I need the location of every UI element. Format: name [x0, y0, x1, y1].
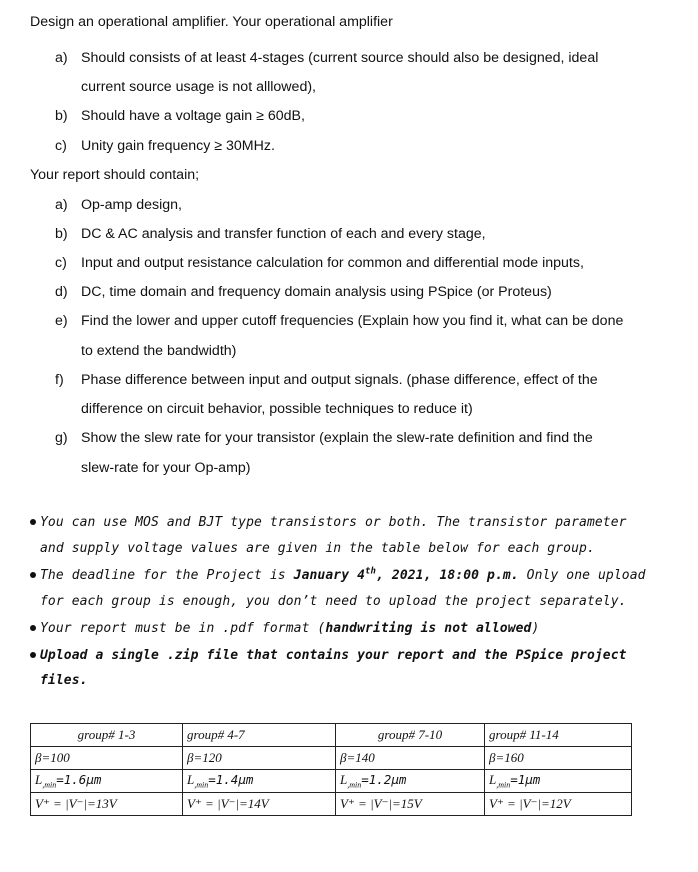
requirement-a-text: Should consists of at least 4-stages (current source should also be designed, ideal: [81, 50, 599, 66]
report-item-e: [55, 312, 623, 330]
report-item-a: [55, 196, 182, 214]
requirement-a-cont: current source usage is not alllowed),: [81, 79, 317, 95]
report-item-b: [55, 225, 486, 243]
report-item-b-text: DC & AC analysis and transfer function of each and every stage,: [81, 226, 486, 242]
bullet-2: [30, 572, 36, 578]
report-item-a-text: Op-amp design,: [81, 197, 182, 213]
group-parameters-table: [30, 723, 632, 816]
supply-cell: V⁺ = |V⁻|=12V: [485, 793, 632, 816]
table-row-beta: [31, 747, 632, 770]
report-item-e-label: e): [55, 313, 68, 329]
requirement-b: [55, 107, 305, 125]
note-4-line-1: Upload a single .zip file that contains your report and the PSpice project: [40, 648, 627, 663]
supply-cell: V⁺ = |V⁻|=14V: [183, 793, 336, 816]
requirement-a: [55, 49, 598, 67]
header-group-4-7: group# 4-7: [183, 724, 336, 747]
report-item-g-text: Show the slew rate for your transistor (explain the slew-rate definition and find the: [81, 430, 593, 446]
requirement-c-text: Unity gain frequency ≥ 30MHz.: [81, 138, 275, 154]
bullet-3: [30, 625, 36, 631]
lmin-cell: [485, 770, 632, 793]
lmin-symbol: L: [35, 772, 43, 788]
report-item-f-text: Phase difference between input and output signals. (phase difference, effect of the: [81, 372, 598, 388]
supply-cell: V⁺ = |V⁻|=13V: [31, 793, 183, 816]
report-item-f: [55, 371, 598, 389]
deadline-date-suffix: th: [365, 566, 377, 577]
lmin-symbol: L: [489, 772, 497, 788]
report-item-g-cont: slew-rate for your Op-amp): [81, 460, 251, 476]
note-4-line-2: files.: [40, 673, 88, 688]
note-3-bold: handwriting is not allowed: [325, 621, 532, 636]
lmin-value: =1μm: [510, 772, 541, 788]
header-group-11-14: group# 11-14: [485, 724, 632, 747]
supply-cell: V⁺ = |V⁻|=15V: [336, 793, 485, 816]
deadline-date-main: January 4: [293, 568, 365, 583]
header-group-1-3: group# 1-3: [31, 724, 183, 747]
report-item-b-label: b): [55, 226, 68, 242]
requirement-a-label: a): [55, 50, 68, 66]
table-header-row: [31, 724, 632, 747]
note-2-prefix: The deadline for the Project is: [40, 568, 294, 583]
deadline-date: [294, 568, 519, 583]
lmin-subscript: ,min: [194, 780, 209, 790]
beta-cell: β=120: [183, 747, 336, 770]
requirement-b-text: Should have a voltage gain ≥ 60dB,: [81, 108, 305, 124]
beta-cell: β=140: [336, 747, 485, 770]
lmin-cell: [183, 770, 336, 793]
lmin-cell: [336, 770, 485, 793]
report-item-g: [55, 429, 593, 447]
lmin-value: =1.2μm: [361, 772, 407, 788]
intro-text: Design an operational amplifier. Your operational amplifier: [30, 14, 393, 30]
requirement-c: [55, 137, 275, 155]
report-item-d-text: DC, time domain and frequency domain analysis using PSpice (or Proteus): [81, 284, 552, 300]
note-2-suffix: Only one upload: [518, 568, 646, 583]
beta-cell: β=100: [31, 747, 183, 770]
report-item-d: [55, 283, 552, 301]
report-item-c-label: c): [55, 255, 67, 271]
lmin-value: =1.6μm: [56, 772, 102, 788]
report-item-a-label: a): [55, 197, 68, 213]
lmin-symbol: L: [187, 772, 195, 788]
bullet-1: [30, 519, 36, 525]
bullet-4: [30, 652, 36, 658]
lmin-subscript: ,min: [496, 780, 511, 790]
report-item-e-text: Find the lower and upper cutoff frequencies (Explain how you find it, what can be done: [81, 313, 624, 329]
report-item-e-cont: to extend the bandwidth): [81, 343, 237, 359]
requirement-c-label: c): [55, 138, 67, 154]
report-item-f-label: f): [55, 372, 64, 388]
beta-cell: β=160: [485, 747, 632, 770]
lmin-subscript: ,min: [42, 780, 57, 790]
note-1-line-2: and supply voltage values are given in the table below for each group.: [40, 541, 595, 556]
report-intro: Your report should contain;: [30, 167, 200, 183]
lmin-cell: [31, 770, 183, 793]
deadline-date-rest: , 2021, 18:00 p.m.: [376, 568, 519, 583]
lmin-symbol: L: [340, 772, 348, 788]
report-item-c: [55, 254, 584, 272]
header-group-7-10: group# 7-10: [336, 724, 485, 747]
note-3-line-1: [40, 620, 539, 638]
table-row-lmin: [31, 770, 632, 793]
report-item-d-label: d): [55, 284, 68, 300]
requirement-b-label: b): [55, 108, 68, 124]
report-item-f-cont: difference on circuit behavior, possible techniques to reduce it): [81, 401, 473, 417]
note-1-line-1: You can use MOS and BJT type transistors or both. The transistor parameter: [40, 515, 627, 530]
note-2-line-1: [40, 567, 646, 585]
lmin-value: =1.4μm: [208, 772, 254, 788]
report-item-g-label: g): [55, 430, 68, 446]
report-item-c-text: Input and output resistance calculation for common and differential mode inputs,: [81, 255, 584, 271]
table-row-supply: [31, 793, 632, 816]
note-2-line-2: for each group is enough, you don’t need to upload the project separately.: [40, 594, 627, 609]
note-3-prefix: Your report must be in .pdf format (: [40, 621, 326, 636]
lmin-subscript: ,min: [347, 780, 362, 790]
note-3-suffix: ): [531, 621, 540, 636]
